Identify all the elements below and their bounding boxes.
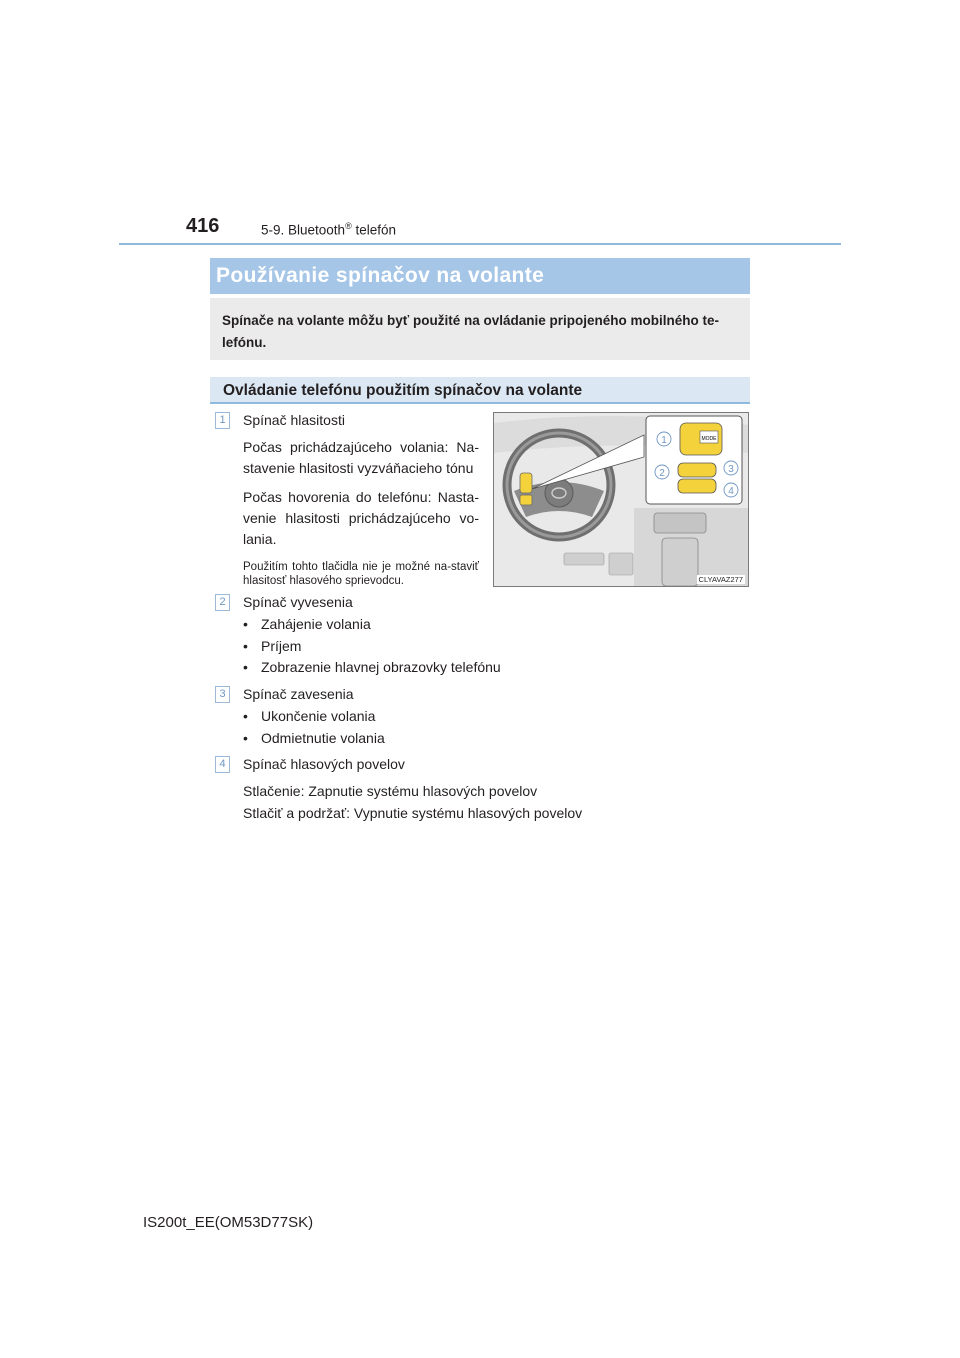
section-intro: Spínače na volante môžu byť použité na ovládanie pripojeného mobilného te-lefónu.: [210, 298, 750, 360]
item-paragraph: Stlačiť a podržať: Vypnutie systému hlasových povelov: [243, 805, 583, 821]
list-item: [243, 657, 501, 678]
list-item: [243, 614, 371, 635]
list-item-text: Odmietnutie volania: [261, 730, 385, 746]
chapter-suffix: telefón: [351, 222, 396, 238]
section-title: Používanie spínačov na volante: [210, 258, 750, 294]
page-footer: IS200t_EE(OM53D77SK): [143, 1214, 314, 1231]
list-item-text: Ukončenie volania: [261, 708, 376, 724]
bullet-dot: •: [243, 708, 248, 724]
callout-3: 3: [728, 464, 734, 475]
page-number: 416: [186, 215, 220, 237]
steering-wheel-illustration: [493, 412, 749, 587]
chapter-title: [261, 221, 396, 238]
list-item-text: Zahájenie volania: [261, 616, 371, 632]
callout-1: 1: [661, 435, 667, 446]
bullet-dot: •: [243, 638, 248, 654]
mode-label: MODE: [701, 436, 717, 442]
item-number-badge: 1: [215, 412, 230, 429]
item-number-badge: 2: [215, 594, 230, 611]
item-number-badge: 3: [215, 686, 230, 703]
header-rule: [119, 243, 841, 245]
item-paragraph: Stlačenie: Zapnutie systému hlasových povelov: [243, 783, 538, 799]
list-item-text: Zobrazenie hlavnej obrazovky telefónu: [261, 659, 501, 675]
list-item: [243, 706, 375, 727]
bullet-dot: •: [243, 659, 248, 675]
steering-wheel-drawing: [494, 413, 748, 586]
illustration-code: CLYAVAZ277: [698, 575, 743, 584]
item-title: Spínač hlasových povelov: [243, 756, 405, 772]
item-note: Použitím tohto tlačidla nie je možné na-staviť hlasitosť hlasového sprievodcu.: [243, 561, 479, 587]
list-item-text: Príjem: [261, 638, 302, 654]
callout-2: 2: [659, 468, 665, 479]
item-paragraph: Počas prichádzajúceho volania: Na-stavenie hlasitosti vyzváňacieho tónu: [243, 439, 479, 476]
page-header: [0, 0, 960, 250]
bullet-dot: •: [243, 730, 248, 746]
subsection-title: Ovládanie telefónu použitím spínačov na volante: [210, 377, 750, 404]
list-item: [243, 636, 301, 657]
item-title: Spínač zavesenia: [243, 686, 354, 702]
item-number-badge: 4: [215, 756, 230, 773]
registered-mark: ®: [345, 221, 352, 231]
chapter-prefix: 5-9. Bluetooth: [261, 222, 346, 238]
bullet-dot: •: [243, 616, 248, 632]
callout-4: 4: [728, 486, 734, 497]
item-title: Spínač vyvesenia: [243, 594, 353, 610]
list-item: [243, 728, 385, 749]
item-paragraph: Počas hovorenia do telefónu: Nasta-venie hlasitosti prichádzajúceho vo-lania.: [243, 489, 479, 547]
item-title: Spínač hlasitosti: [243, 412, 345, 428]
